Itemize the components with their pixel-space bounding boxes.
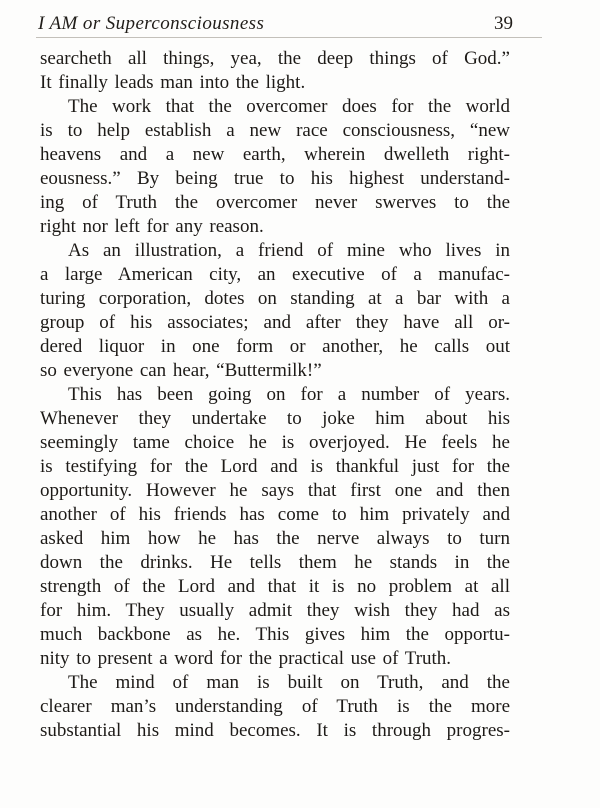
running-head — [38, 13, 513, 35]
text-line: much backbone as he. This gives him the opportu- — [40, 624, 510, 645]
text-line: strength of the Lord and that it is no problem at all — [40, 576, 510, 597]
text-line: down the drinks. He tells them he stands in the — [40, 552, 510, 573]
text-line: It finally leads man into the light. — [40, 72, 306, 93]
text-line: searcheth all things, yea, the deep things of God.” — [40, 48, 510, 69]
text-line: opportunity. However he says that first one and then — [40, 480, 510, 501]
text-line: so everyone can hear, “Buttermilk!” — [40, 360, 322, 381]
header-rule — [36, 37, 542, 38]
text-line: a large American city, an executive of a manufac- — [40, 264, 510, 285]
text-line: group of his associates; and after they have all or- — [40, 312, 510, 333]
text-line: clearer man’s understanding of Truth is the more — [40, 696, 510, 717]
text-line: another of his friends has come to him privately and — [40, 504, 510, 525]
text-line: As an illustration, a friend of mine who lives in — [68, 240, 510, 261]
text-line: heavens and a new earth, wherein dwelleth right- — [40, 144, 510, 165]
text-line: is to help establish a new race consciousness, “new — [40, 120, 510, 141]
text-line: right nor left for any reason. — [40, 216, 264, 237]
text-line: seemingly tame choice he is overjoyed. He feels he — [40, 432, 510, 453]
text-line: dered liquor in one form or another, he calls out — [40, 336, 510, 357]
text-line: is testifying for the Lord and is thankful just for the — [40, 456, 510, 477]
text-line: nity to present a word for the practical use of Truth. — [40, 648, 452, 669]
text-line: eousness.” By being true to his highest understand- — [40, 168, 510, 189]
text-line: Whenever they undertake to joke him about his — [40, 408, 510, 429]
text-line: The mind of man is built on Truth, and the — [68, 672, 510, 693]
text-line: turing corporation, dotes on standing at a bar with a — [40, 288, 510, 309]
text-line: The work that the overcomer does for the world — [68, 96, 510, 117]
text-line: This has been going on for a number of years. — [68, 384, 510, 405]
page-body — [40, 47, 510, 743]
text-line: for him. They usually admit they wish they had as — [40, 600, 510, 621]
text-lines — [40, 47, 510, 743]
text-line: ing of Truth the overcomer never swerves to the — [40, 192, 510, 213]
running-head-title: I AM or Superconsciousness — [38, 13, 265, 34]
page-number: 39 — [494, 13, 513, 34]
text-line: substantial his mind becomes. It is through progres- — [40, 720, 510, 741]
text-line: asked him how he has the nerve always to turn — [40, 528, 510, 549]
